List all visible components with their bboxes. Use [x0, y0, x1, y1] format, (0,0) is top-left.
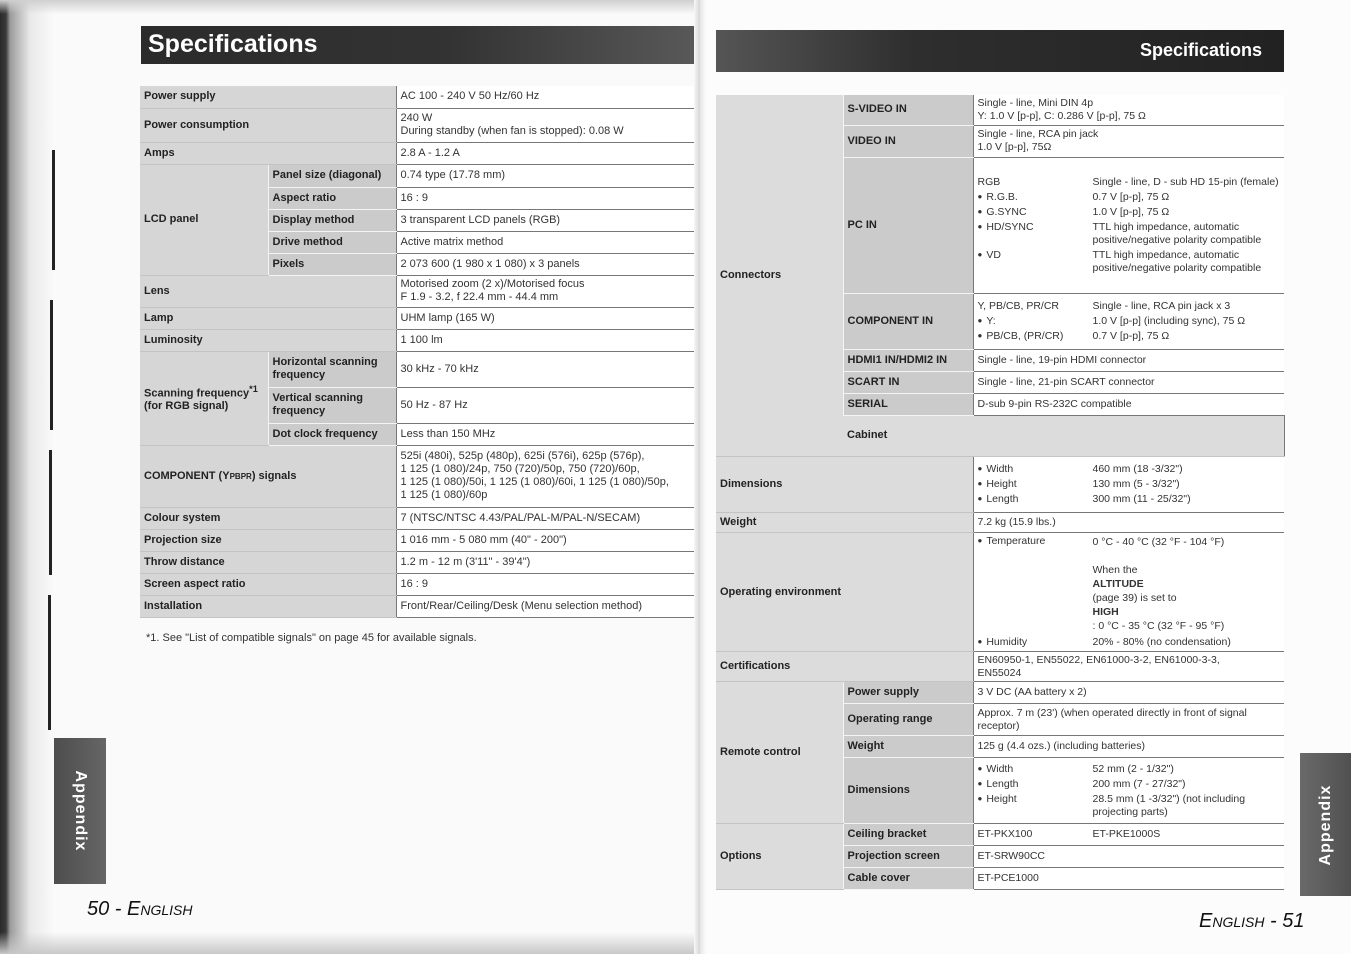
scanning-sublabel: (for RGB signal)	[144, 400, 229, 413]
row-value: 3 transparent LCD panels (RGB)	[396, 209, 700, 231]
row-value: Active matrix method	[396, 231, 700, 253]
value-line: Y: 1.0 V [p-p], C: 0.286 V [p-p], 75 Ω	[977, 109, 1146, 122]
item-value: 52 mm (2 - 1/32")	[1092, 762, 1174, 775]
row-label: Cabinet	[843, 415, 1284, 457]
item-value: Single - line, RCA pin jack x 3	[1092, 299, 1231, 312]
row-value: 1 100 lm	[396, 329, 700, 351]
table-row	[140, 108, 700, 142]
table-row	[140, 307, 700, 329]
value-line: Single - line, Mini DIN 4p	[977, 96, 1094, 109]
page-bottom-shadow	[0, 932, 700, 954]
table-row	[716, 652, 1284, 682]
row-value: Front/Rear/Ceiling/Desk (Menu selection method)	[396, 595, 700, 617]
table-row	[140, 529, 700, 551]
row-label: Power consumption	[140, 108, 396, 142]
value-line: 525i (480i), 525p (480p), 625i (576i), 625p (576p),	[400, 450, 645, 462]
item-value	[1093, 534, 1281, 635]
spec-table-left	[140, 86, 700, 618]
row-label	[140, 445, 396, 507]
item-value: 0.7 V [p-p], 75 Ω	[1092, 329, 1170, 342]
item-value: 1.0 V [p-p], 75 Ω	[1092, 205, 1170, 218]
component-label: COMPONENT (Y	[144, 469, 230, 482]
table-row	[716, 824, 1284, 846]
row-value: Single - line, 19-pin HDMI connector	[973, 349, 1284, 371]
row-label: LCD panel	[140, 164, 268, 275]
altitude-keyword: ALTITUDE	[1092, 578, 1144, 590]
sub-label: Power supply	[843, 682, 973, 704]
page-number-value: 51	[1282, 910, 1305, 932]
sub-label: Weight	[843, 736, 973, 758]
component-list	[978, 299, 1281, 344]
component-label-pr: PR	[240, 471, 252, 481]
item-key: ● HD/SYNC	[978, 220, 1091, 248]
item-key: ● Width	[978, 462, 1091, 477]
item-value: 200 mm (7 - 27/32")	[1092, 777, 1186, 790]
row-label: Weight	[716, 513, 973, 533]
item-key: ● G.SYNC	[978, 205, 1091, 220]
sub-label: Cable cover	[843, 868, 973, 890]
row-value: D-sub 9-pin RS-232C compatible	[973, 393, 1284, 415]
row-value: 50 Hz - 87 Hz	[396, 387, 700, 423]
row-label	[140, 351, 268, 445]
sub-label: Vertical scanning frequency	[268, 387, 396, 423]
item-value: Single - line, D - sub HD 15-pin (female)	[1092, 175, 1279, 188]
book-gutter	[694, 0, 706, 954]
altitude-note: When the	[1092, 564, 1138, 576]
item-key: ● Humidity	[978, 635, 1091, 650]
row-value: Less than 150 MHz	[396, 423, 700, 445]
table-row	[140, 573, 700, 595]
row-label: Connectors	[716, 95, 843, 457]
table-row	[716, 513, 1284, 533]
page-number	[1199, 910, 1305, 933]
value-line: EN55024	[977, 666, 1022, 679]
page-number	[87, 898, 193, 921]
sub-label: Panel size (diagonal)	[268, 164, 396, 187]
item-value: 1.0 V [p-p] (including sync), 75 Ω	[1092, 314, 1246, 327]
item-key: ● Width	[978, 762, 1091, 777]
row-label: Colour system	[140, 507, 396, 529]
row-value	[973, 457, 1284, 513]
table-row	[140, 351, 700, 387]
row-label: Power supply	[140, 86, 396, 108]
appendix-tab[interactable]	[54, 738, 106, 884]
row-value: 125 g (4.4 ozs.) (including batteries)	[973, 736, 1284, 758]
sub-label: HDMI1 IN/HDMI2 IN	[843, 349, 973, 371]
table-row	[140, 507, 700, 529]
row-label: Luminosity	[140, 329, 396, 351]
sub-label: Projection screen	[843, 846, 973, 868]
edge-stripe	[49, 450, 52, 575]
sub-label: VIDEO IN	[843, 125, 973, 157]
sub-label: Operating range	[843, 704, 973, 736]
sub-label: SERIAL	[843, 393, 973, 415]
ceiling-values	[978, 827, 1281, 842]
remote-dimensions-list	[978, 762, 1281, 820]
row-value	[973, 293, 1284, 349]
row-value	[973, 652, 1284, 682]
row-value: AC 100 - 240 V 50 Hz/60 Hz	[396, 86, 700, 108]
table-row	[140, 595, 700, 617]
sub-label: SCART IN	[843, 371, 973, 393]
table-row	[140, 142, 700, 164]
item-value: 0.7 V [p-p], 75 Ω	[1092, 190, 1170, 203]
row-value	[396, 445, 700, 507]
table-row	[140, 275, 700, 307]
page-language: English	[127, 898, 193, 920]
value-line: 1.0 V [p-p], 75Ω	[977, 141, 1052, 153]
row-value: 7.2 kg (15.9 lbs.)	[973, 513, 1284, 533]
row-value: 1.2 m - 12 m (3'11" - 39'4")	[396, 551, 700, 573]
altitude-note: (page 39) is set to	[1092, 592, 1177, 604]
row-label: Projection size	[140, 529, 396, 551]
page-top-shadow	[0, 0, 700, 14]
row-value	[973, 95, 1284, 125]
item-key: ● Length	[978, 492, 1091, 507]
item-value: ET-PKX100	[977, 828, 1033, 840]
appendix-tab[interactable]	[1300, 753, 1351, 896]
row-label: Lamp	[140, 307, 396, 329]
value-line: Single - line, RCA pin jack	[977, 128, 1099, 140]
item-key: ● Length	[978, 777, 1091, 792]
item-key: ● Height	[978, 477, 1091, 492]
value-line: 240 W	[400, 112, 433, 124]
value-line: Motorised zoom (2 x)/Motorised focus	[400, 278, 585, 290]
row-value	[973, 125, 1284, 157]
item-key: ● Temperature	[978, 534, 1091, 635]
value-line: F 1.9 - 3.2, f 22.4 mm - 44.4 mm	[400, 291, 559, 303]
row-label: Certifications	[716, 652, 973, 682]
high-keyword: HIGH	[1092, 606, 1119, 618]
row-value: 16 : 9	[396, 573, 700, 595]
page-edge-shadow	[0, 0, 54, 954]
table-row	[716, 533, 1284, 652]
item-key: ● VD	[978, 248, 1091, 276]
item-key: ● R.G.B.	[978, 190, 1091, 205]
item-value: ET-PKE1000S	[1092, 828, 1161, 840]
edge-stripe	[50, 300, 53, 430]
row-value: Approx. 7 m (23') (when operated directly in front of signal receptor)	[973, 704, 1284, 736]
item-key: ● Height	[978, 792, 1091, 820]
tab-label: Appendix	[72, 770, 89, 852]
footnote: *1. See "List of compatible signals" on page 45 for available signals.	[146, 632, 477, 644]
item-value: 28.5 mm (1 -3/32") (not including projecting parts)	[1092, 792, 1246, 818]
row-value: 0.74 type (17.78 mm)	[396, 164, 700, 187]
table-row	[140, 86, 700, 108]
scanning-label: Scanning frequency	[144, 387, 250, 400]
item-key: ● Y:	[978, 314, 1091, 329]
table-row	[140, 164, 700, 187]
sub-label: Dimensions	[843, 758, 973, 824]
tab-label: Appendix	[1316, 784, 1334, 865]
row-value: 3 V DC (AA battery x 2)	[973, 682, 1284, 704]
page-number-sep: -	[1264, 910, 1283, 932]
item-key: Y, PB/CB, PR/CR	[977, 299, 1059, 312]
page-number-value: 50	[87, 898, 110, 920]
row-value: 7 (NTSC/NTSC 4.43/PAL/PAL-M/PAL-N/SECAM)	[396, 507, 700, 529]
row-value: 2 073 600 (1 980 x 1 080) x 3 panels	[396, 253, 700, 275]
table-row	[140, 445, 700, 507]
item-value: TTL high impedance, automatic positive/negative polarity compatible	[1092, 220, 1262, 246]
spec-table-right	[716, 95, 1284, 890]
row-value: 2.8 A - 1.2 A	[396, 142, 700, 164]
component-label-pb: PB	[229, 471, 241, 481]
environment-list	[978, 534, 1281, 650]
row-value	[973, 157, 1284, 293]
row-value: ET-SRW90CC	[973, 846, 1284, 868]
item-value: 130 mm (5 - 3/32")	[1092, 478, 1180, 490]
dimensions-list	[978, 462, 1281, 507]
row-value: 16 : 9	[396, 187, 700, 209]
page-title: Specifications	[141, 26, 700, 64]
row-value	[973, 824, 1284, 846]
sub-label: Pixels	[268, 253, 396, 275]
edge-stripe	[48, 595, 51, 730]
footnote-mark: *1	[249, 383, 258, 394]
row-value: Single - line, 21-pin SCART connector	[973, 371, 1284, 393]
row-value: 1 016 mm - 5 080 mm (40" - 200")	[396, 529, 700, 551]
item-value: TTL high impedance, automatic positive/negative polarity compatible	[1092, 248, 1262, 274]
component-label-suffix: ) signals	[251, 469, 297, 482]
value-line: 1 125 (1 080)/60p	[400, 489, 488, 501]
sub-label: COMPONENT IN	[843, 293, 973, 349]
row-label: Amps	[140, 142, 396, 164]
value-line: During standby (when fan is stopped): 0.08 W	[400, 125, 624, 137]
page-language: English	[1199, 910, 1265, 932]
row-value	[973, 758, 1284, 824]
sub-label: S-VIDEO IN	[843, 95, 973, 125]
page-number-sep: -	[109, 898, 128, 920]
row-label: Options	[716, 824, 843, 890]
row-label: Operating environment	[716, 533, 973, 652]
row-label: Dimensions	[716, 457, 973, 513]
item-key: RGB	[977, 175, 1001, 188]
value-line: EN60950-1, EN55022, EN61000-3-2, EN61000-3-3,	[977, 653, 1220, 666]
row-value: 30 kHz - 70 kHz	[396, 351, 700, 387]
row-label: Throw distance	[140, 551, 396, 573]
row-value	[396, 275, 700, 307]
sub-label: Aspect ratio	[268, 187, 396, 209]
item-key: ● PB/CB, (PR/CR)	[978, 329, 1091, 344]
value-line: 1 125 (1 080)/50i, 1 125 (1 080)/60i, 1 125 (1 080)/50p,	[400, 476, 669, 488]
pcin-list	[978, 175, 1281, 276]
item-value: 300 mm (11 - 25/32")	[1092, 493, 1191, 505]
sub-label: Display method	[268, 209, 396, 231]
temp-value: 0 °C - 40 °C (32 °F - 104 °F)	[1092, 536, 1225, 548]
sub-label: PC IN	[843, 157, 973, 293]
row-label: Lens	[140, 275, 396, 307]
row-label: Screen aspect ratio	[140, 573, 396, 595]
table-row	[140, 329, 700, 351]
item-value: 20% - 80% (no condensation)	[1092, 636, 1231, 648]
sub-label: Horizontal scanning frequency	[268, 351, 396, 387]
table-row	[716, 95, 1284, 125]
row-value	[973, 533, 1284, 652]
table-row	[716, 457, 1284, 513]
table-row	[140, 551, 700, 573]
altitude-note: : 0 °C - 35 °C (32 °F - 95 °F)	[1092, 620, 1225, 632]
row-value: UHM lamp (165 W)	[396, 307, 700, 329]
row-label: Remote control	[716, 682, 843, 824]
row-value	[396, 108, 700, 142]
sub-label: Dot clock frequency	[268, 423, 396, 445]
sub-label: Drive method	[268, 231, 396, 253]
page-title: Specifications	[716, 30, 1284, 72]
row-label: Installation	[140, 595, 396, 617]
row-value: ET-PCE1000	[973, 868, 1284, 890]
item-value: 460 mm (18 -3/32")	[1092, 463, 1183, 475]
value-line: 1 125 (1 080)/24p, 750 (720)/50p, 750 (720)/60p,	[400, 463, 640, 475]
edge-stripe	[52, 150, 55, 270]
sub-label: Ceiling bracket	[843, 824, 973, 846]
table-row	[716, 682, 1284, 704]
